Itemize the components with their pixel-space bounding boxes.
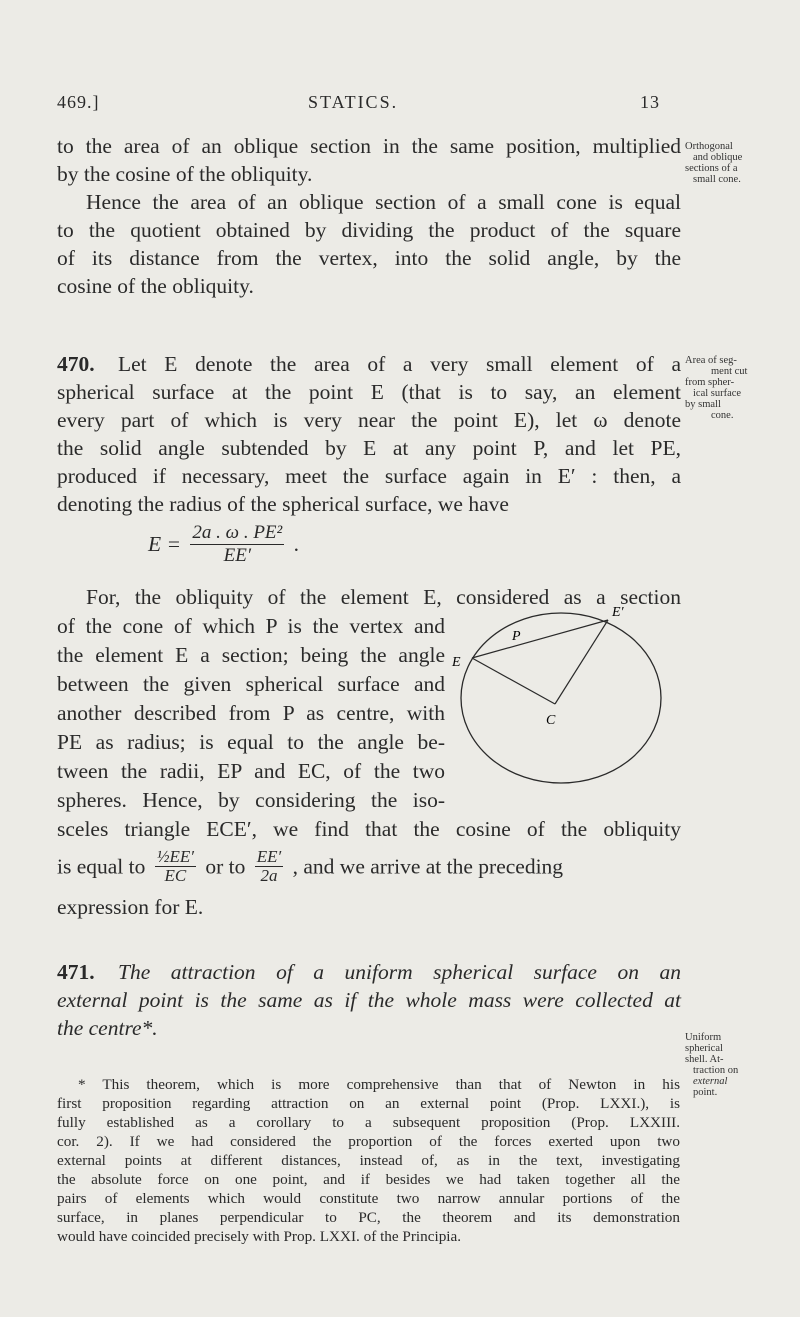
footnote-line: cor. 2). If we had considered the proportion of the forces exerted upon two <box>57 1133 680 1150</box>
frac2-num: EE′ <box>256 847 282 866</box>
footnote-line: pairs of elements which would constitute two narrow annular portions of the <box>57 1190 680 1207</box>
para2-line: another described from P as centre, with <box>57 701 445 725</box>
margin-line: by small <box>685 399 721 410</box>
label-P: P <box>512 629 521 644</box>
para2-line: the element E a section; being the angle <box>57 643 445 667</box>
sec471-line: The attraction of a uniform spherical surface on an <box>118 960 681 984</box>
footnote-line: external points at different distances, instead of, as in the text, investigating <box>57 1152 680 1169</box>
para2-line: PE as radius; is equal to the angle be- <box>57 730 445 754</box>
footnote-line: * This theorem, which is more comprehensive than that of Newton in his <box>78 1076 680 1093</box>
sec470-line: the solid angle subtended by E at any point P, and let PE, <box>57 436 681 460</box>
eq-prefix: is equal to <box>57 854 146 879</box>
margin-line: ical surface <box>693 388 742 399</box>
para1-line: cosine of the obliquity. <box>57 274 254 298</box>
margin-line: cone. <box>711 410 734 421</box>
header-left: 469.] <box>57 92 100 112</box>
footnote-line: surface, in planes perpendicular to PC, the theorem and its demonstration <box>57 1209 680 1226</box>
margin-line: shell. At- <box>685 1054 724 1065</box>
label-E: E <box>452 655 461 670</box>
margin-line: sections of a <box>685 163 738 174</box>
margin-line: small cone. <box>693 174 741 185</box>
sec470-line: spherical surface at the point E (that is to say, an element <box>57 380 681 404</box>
figure-circle <box>461 613 661 783</box>
frac1-num: ½EE′ <box>156 847 194 866</box>
margin-note-area-segment <box>685 355 795 421</box>
footnote-line: would have coincided precisely with Prop. LXXI. of the Principia. <box>57 1228 462 1245</box>
sec470-line: Let E denote the area of a very small element of a <box>118 352 681 376</box>
sec471-line: the centre*. <box>57 1016 158 1040</box>
frac1-den: EC <box>164 866 187 885</box>
para2-line: For, the obliquity of the element E, considered as a section <box>86 585 681 609</box>
fraction-half-ee-over-ec <box>155 848 196 885</box>
margin-note-uniform-shell <box>685 1032 795 1098</box>
formula-numerator: 2a . ω . PE² <box>192 522 283 543</box>
sec470-line: denoting the radius of the spherical surface, we have <box>57 492 509 516</box>
para1-line: to the quotient obtained by dividing the product of the square <box>57 218 681 242</box>
margin-line: point. <box>693 1087 718 1098</box>
formula-lhs: E = <box>148 532 182 556</box>
para2-line: tween the radii, EP and EC, of the two <box>57 759 445 783</box>
header-title: STATICS. <box>308 92 399 112</box>
sec470-line: produced if necessary, meet the surface again in E′ : then, a <box>57 464 681 488</box>
margin-line: Orthogonal <box>685 141 733 152</box>
margin-line: from spher- <box>685 377 735 388</box>
sphere-figure <box>448 592 678 792</box>
line-EC <box>472 658 555 704</box>
eq-or: or to <box>205 854 246 879</box>
sec471-line: external point is the same as if the whole mass were collected at <box>57 988 681 1012</box>
footnote-line: first proposition regarding attraction on an external point (Prop. LXXI.), is <box>57 1095 680 1112</box>
fraction-ee-over-2a <box>255 848 284 885</box>
margin-line: spherical <box>685 1043 723 1054</box>
formula-end: . <box>293 532 299 556</box>
margin-line: external <box>693 1076 728 1087</box>
para1-line: Hence the area of an oblique section of a small cone is equal <box>86 190 681 214</box>
footnote-line: fully established as a corollary to a subsequent proposition (Prop. LXXIII. <box>57 1114 680 1131</box>
para2-line: between the given spherical surface and <box>57 672 445 696</box>
para1-line: of its distance from the vertex, into the solid angle, by the <box>57 246 681 270</box>
obliquity-equation <box>57 848 563 885</box>
para2-line: spheres. Hence, by considering the iso- <box>57 788 445 812</box>
page-number: 13 <box>640 92 660 112</box>
formula-fraction <box>190 522 284 567</box>
sec470-line: every part of which is very near the point E), let ω denote <box>57 408 681 432</box>
margin-line: ment cut <box>711 366 748 377</box>
label-Eprime: E′ <box>612 605 624 620</box>
section-number-470: 470. <box>57 352 95 376</box>
para2-line: sceles triangle ECE′, we find that the cosine of the obliquity <box>57 817 681 841</box>
section-number-471: 471. <box>57 960 95 984</box>
margin-line: and oblique <box>693 152 743 163</box>
label-C: C <box>546 713 556 728</box>
margin-line: Area of seg- <box>685 355 737 366</box>
margin-line: Uniform <box>685 1032 722 1043</box>
frac2-den: 2a <box>260 866 278 885</box>
para2-line: expression for E. <box>57 895 204 919</box>
margin-line: traction on <box>693 1065 739 1076</box>
margin-note-orthogonal <box>685 141 795 185</box>
para2-line: of the cone of which P is the vertex and <box>57 614 445 638</box>
formula-area <box>148 522 299 567</box>
para1-line: by the cosine of the obliquity. <box>57 162 313 186</box>
para1-line: to the area of an oblique section in the same position, multiplied <box>57 134 681 158</box>
footnote-line: the absolute force on one point, and if besides we had taken together all the <box>57 1171 680 1188</box>
eq-suffix: , and we arrive at the preceding <box>292 854 564 879</box>
formula-denominator: EE′ <box>223 545 251 566</box>
